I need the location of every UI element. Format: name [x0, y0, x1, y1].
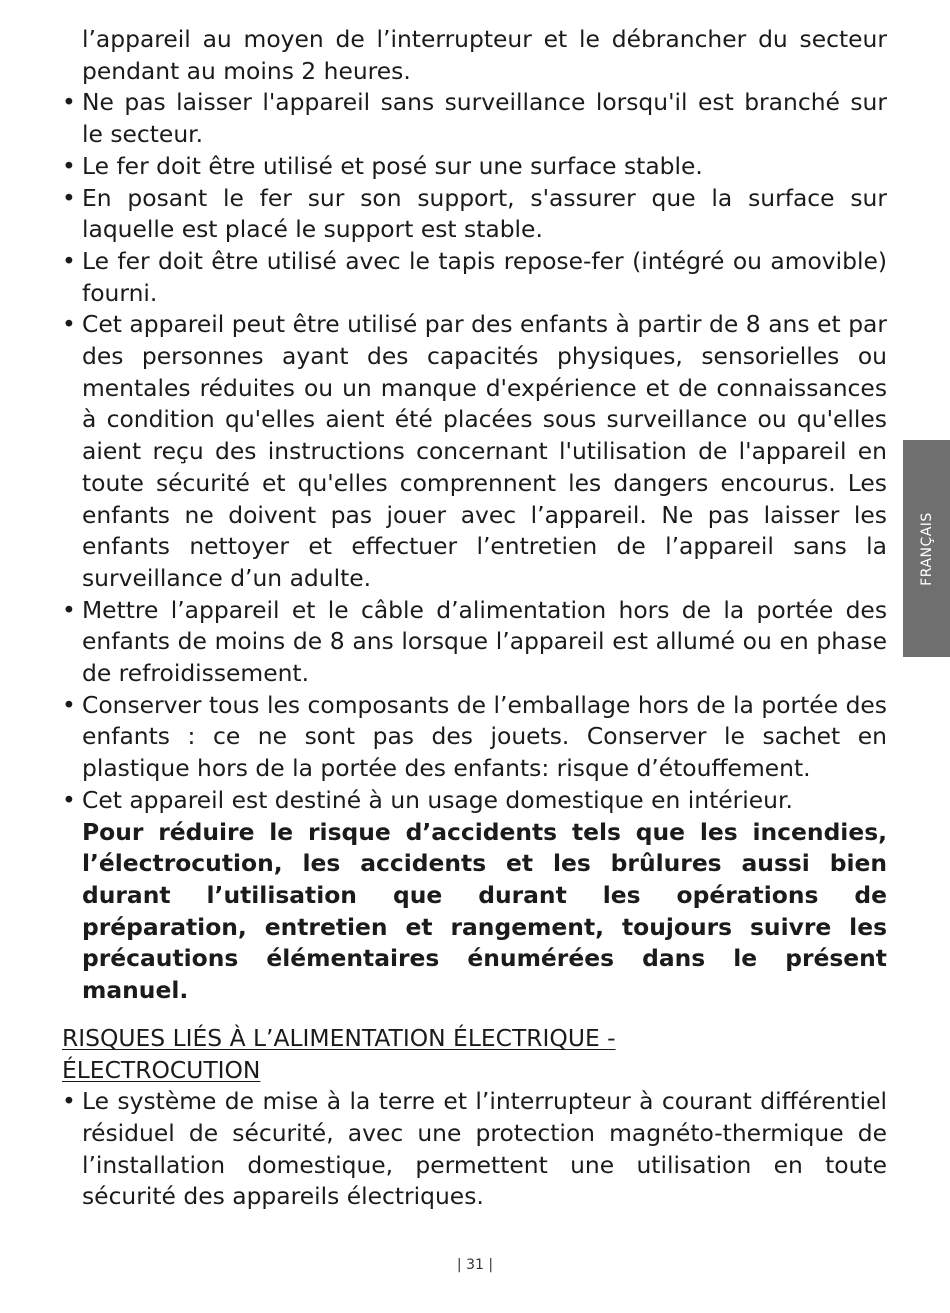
list-item [62, 183, 887, 246]
list-item-text: Le fer doit être utilisé et posé sur une surface stable. [82, 151, 703, 180]
list-item [62, 785, 887, 817]
list-item-text: En posant le fer sur son support, s'assurer que la surface sur laquelle est placé le support est stable. [82, 183, 887, 244]
bullet-icon: • [62, 1087, 76, 1116]
list-item-text: Le fer doit être utilisé avec le tapis repose-fer (intégré ou amovible) fourni. [82, 246, 887, 307]
bullet-icon: • [62, 246, 76, 275]
bullet-icon: • [62, 310, 76, 339]
list-item [62, 1086, 887, 1213]
bullet-icon: • [62, 151, 76, 180]
list-item-text: Mettre l’appareil et le câble d’alimentation hors de la portée des enfants de moins de 8 ans lorsque l’appareil est allumé ou en phase de refroidissement. [82, 595, 887, 688]
language-tab-label: FRANÇAIS [918, 511, 935, 586]
list-item [62, 87, 887, 150]
bullet-icon: • [62, 595, 76, 624]
list-item-text: Cet appareil est destiné à un usage domestique en intérieur. [82, 785, 793, 814]
bullet-icon: • [62, 88, 76, 117]
list-item [62, 690, 887, 785]
list-item-text: Ne pas laisser l'appareil sans surveillance lorsqu'il est branché sur le secteur. [82, 88, 887, 149]
list-item [62, 309, 887, 594]
bullet-icon: • [62, 690, 76, 719]
list-item-text: Cet appareil peut être utilisé par des enfants à partir de 8 ans et par des personnes ayant des capacités physiques, sensorielles ou mentales réduites ou un manque d'expérience et de connaissances à condition qu'elles aient été placées sous surveillance ou qu'elles aient reçu des instructions concernant l'utilisation de l'appareil en toute sécurité et qu'elles comprennent les dangers encourus. Les enfants ne doivent pas jouer avec l’appareil. Ne pas laisser les enfants nettoyer et effectuer l’entretien de l’appareil sans la surveillance d’un adulte. [82, 310, 887, 592]
list-item [62, 151, 887, 183]
list-item [62, 595, 887, 690]
electrical-bullet-list [62, 1086, 887, 1213]
list-item-text: Le système de mise à la terre et l’interrupteur à courant différentiel résiduel de sécurité, avec une protection magnéto-thermique de l’installation domestique, permettent une utilisation en toute sécurité des appareils électriques. [82, 1087, 887, 1211]
page-number: | 31 | [456, 1257, 494, 1273]
language-tab [903, 440, 950, 657]
list-item [62, 246, 887, 309]
section-heading: RISQUES LIÉS À L’ALIMENTATION ÉLECTRIQUE - ÉLECTROCUTION [62, 1023, 616, 1084]
bullet-icon: • [62, 785, 76, 814]
document-body [62, 24, 887, 1213]
continuation-paragraph: l’appareil au moyen de l’interrupteur et le débrancher du secteur pendant au moins 2 heures. [82, 25, 887, 85]
safety-bullet-list [62, 87, 887, 816]
bullet-icon: • [62, 183, 76, 212]
safety-warning-paragraph: Pour réduire le risque d’accidents tels que les incendies, l’électrocution, les accidents et les brûlures aussi bien durant l’utilisation que durant les opérations de préparation, entretien et rangement, toujours suivre les précautions élémentaires énumérées dans le présent manuel. [82, 817, 887, 1005]
list-item-text: Conserver tous les composants de l’emballage hors de la portée des enfants : ce ne sont pas des jouets. Conserver le sachet en plastique hors de la portée des enfants: risque d’étouffement. [82, 690, 887, 783]
